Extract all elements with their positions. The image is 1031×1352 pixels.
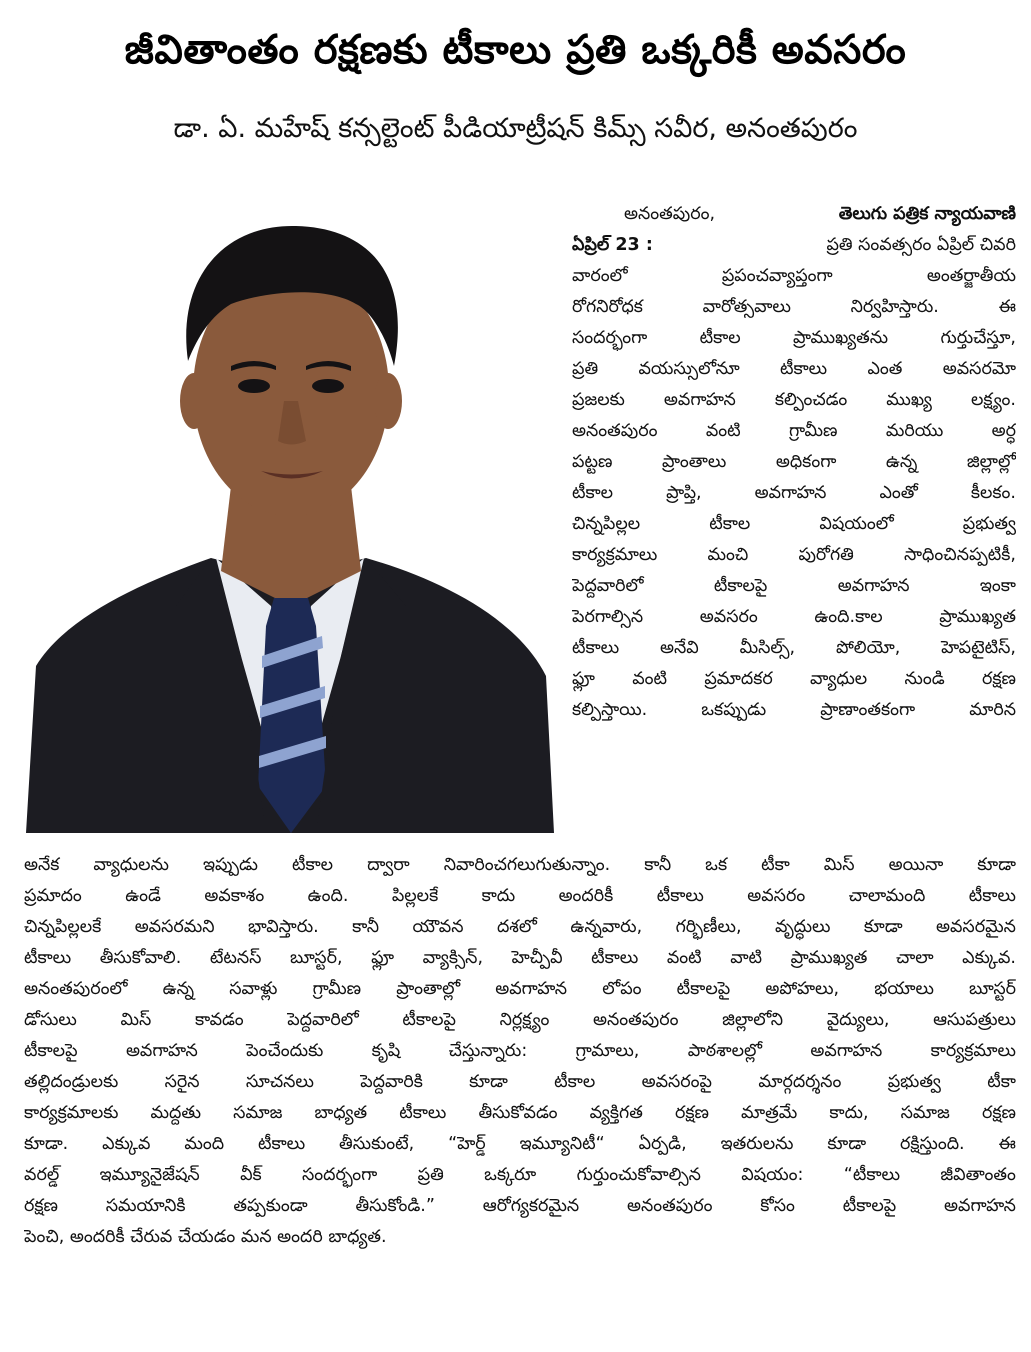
byline: డా. ఏ. మహేష్ కన్సల్టెంట్ పీడియాట్రీషన్ కిమ్స్ సవీర, అనంతపురం [173, 113, 858, 144]
body-line: ప్రమాదం ఉండే అవకాశం ఉంది. పిల్లలకే కాదు అందరికీ టీకాలు అవసరం చాలామంది టీకాలు [24, 886, 1016, 906]
article-column [572, 199, 1016, 726]
column-line: ప్రజలకు అవగాహన కల్పించడం ముఖ్య లక్ష్యం. [572, 390, 1016, 410]
body-line: రక్షణ సమయానికి తప్పకుండా తీసుకోండి.” ఆరోగ్యకరమైన అనంతపురం కోసం టీకాలపై అవగాహన [24, 1196, 1016, 1216]
eye-right [312, 379, 344, 393]
ear-left [180, 373, 208, 429]
column-line: పట్టణ ప్రాంతాలు అధికంగా ఉన్న జిల్లాల్లో [572, 452, 1016, 472]
body-line: వరల్డ్ ఇమ్యూనైజేషన్ వీక్ సందర్భంగా ప్రతి ఒక్కరూ గుర్తుంచుకోవాల్సిన విషయం: “టీకాలు జీవితాంతం [24, 1165, 1016, 1185]
body-line: కార్యక్రమాలకు మద్దతు సమాజ బాధ్యత టీకాలు తీసుకోవడం వ్యక్తిగత రక్షణ మాత్రమే కాదు, సమాజ రక్షణ [24, 1103, 1016, 1123]
article-body [24, 850, 1016, 1253]
body-line: తల్లిదండ్రులకు సరైన సూచనలు పెద్దవారికి కూడా టీకాల అవసరంపై మార్గదర్శనం ప్రభుత్వ టీకా [24, 1072, 1016, 1092]
ear-right [374, 373, 402, 429]
dateline-paper: తెలుగు పత్రిక న్యాయవాణి [838, 204, 1016, 224]
dateline [572, 199, 1016, 230]
portrait-illustration [26, 186, 554, 833]
column-line: చిన్నపిల్లల టీకాల విషయంలో ప్రభుత్వ [572, 514, 1016, 534]
column-line: వారంలో ప్రపంచవ్యాప్తంగా అంతర్జాతీయ [572, 266, 1016, 286]
column-line: కార్యక్రమాలు మంచి పురోగతి సాధించినప్పటికీ, [572, 545, 1016, 565]
eye-left [238, 379, 270, 393]
column-line: కల్పిస్తాయి. ఒకప్పుడు ప్రాణాంతకంగా మారిన [572, 700, 1016, 720]
body-line: డోసులు మిస్ కావడం పెద్దవారిలో టీకాలపై నిర్లక్ష్యం అనంతపురం జిల్లాలోని వైద్యులు, ఆసుపత్రులు [24, 1010, 1016, 1030]
column-line: పెద్దవారిలో టీకాలపై అవగాహన ఇంకా [572, 576, 1016, 596]
column-line-first [572, 230, 1016, 261]
body-line: అనేక వ్యాధులను ఇప్పుడు టీకాల ద్వారా నివారించగలుగుతున్నాం. కానీ ఒక టీకా మిస్ అయినా కూడా [24, 855, 1016, 875]
column-line: పెరగాల్సిన అవసరం ఉంది.కాల ప్రాముఖ్యత [572, 607, 1016, 627]
body-line: అనంతపురంలో ఉన్న సవాళ్లు గ్రామీణ ప్రాంతాల్లో అవగాహన లోపం టీకాలపై అపోహలు, భయాలు బూస్టర్ [24, 979, 1016, 999]
column-line-text: ప్రతి సంవత్సరం ఏప్రిల్ చివరి [826, 235, 1016, 255]
column-line: అనంతపురం వంటి గ్రామీణ మరియు అర్ధ [572, 421, 1016, 441]
body-line-last: పెంచి, అందరికీ చేరువ చేయడం మన అందరి బాధ్యత. [24, 1227, 387, 1247]
column-line: టీకాల ప్రాప్తి, అవగాహన ఎంతో కీలకం. [572, 483, 1016, 503]
dateline-place: అనంతపురం, [624, 204, 716, 224]
author-photo [26, 186, 554, 833]
column-line: ప్రతి వయస్సులోనూ టీకాలు ఎంత అవసరమో [572, 359, 1016, 379]
body-line: టీకాలపై అవగాహన పెంచేందుకు కృషి చేస్తున్నారు: గ్రామాలు, పాఠశాలల్లో అవగాహన కార్యక్రమాలు [24, 1041, 1016, 1061]
column-line: రోగనిరోధక వారోత్సవాలు నిర్వహిస్తారు. ఈ [572, 297, 1016, 317]
column-line: సందర్భంగా టీకాల ప్రాముఖ్యతను గుర్తుచేస్తూ, [572, 328, 1016, 348]
body-line: టీకాలు తీసుకోవాలి. టేటనస్ బూస్టర్, ఫ్లూ వ్యాక్సిన్, హెచ్పీవీ టీకాలు వంటి వాటి ప్రాముఖ్యత చాలా ఎక్కువ. [24, 948, 1016, 968]
column-line: ఫ్లూ వంటి ప్రమాదకర వ్యాధుల నుండి రక్షణ [572, 669, 1016, 689]
body-line: కూడా. ఎక్కువ మంది టీకాలు తీసుకుంటే, “హెర్డ్ ఇమ్యూనిటీ“ ఏర్పడి, ఇతరులను కూడా రక్షిస్తుంది. ఈ [24, 1134, 1016, 1154]
column-line: టీకాలు అనేవి మీసిల్స్, పోలియో, హెపటైటిస్, [572, 638, 1016, 658]
headline: జీవితాంతం రక్షణకు టీకాలు ప్రతి ఒక్కరికీ అవసరం [124, 27, 907, 73]
tie [258, 598, 326, 833]
dateline-date: ఏప్రిల్ 23 : [572, 235, 653, 255]
body-line: చిన్నపిల్లలకే అవసరమని భావిస్తారు. కానీ యౌవన దశలో ఉన్నవారు, గర్భిణీలు, వృద్ధులు కూడా అవసరమైన [24, 917, 1016, 937]
